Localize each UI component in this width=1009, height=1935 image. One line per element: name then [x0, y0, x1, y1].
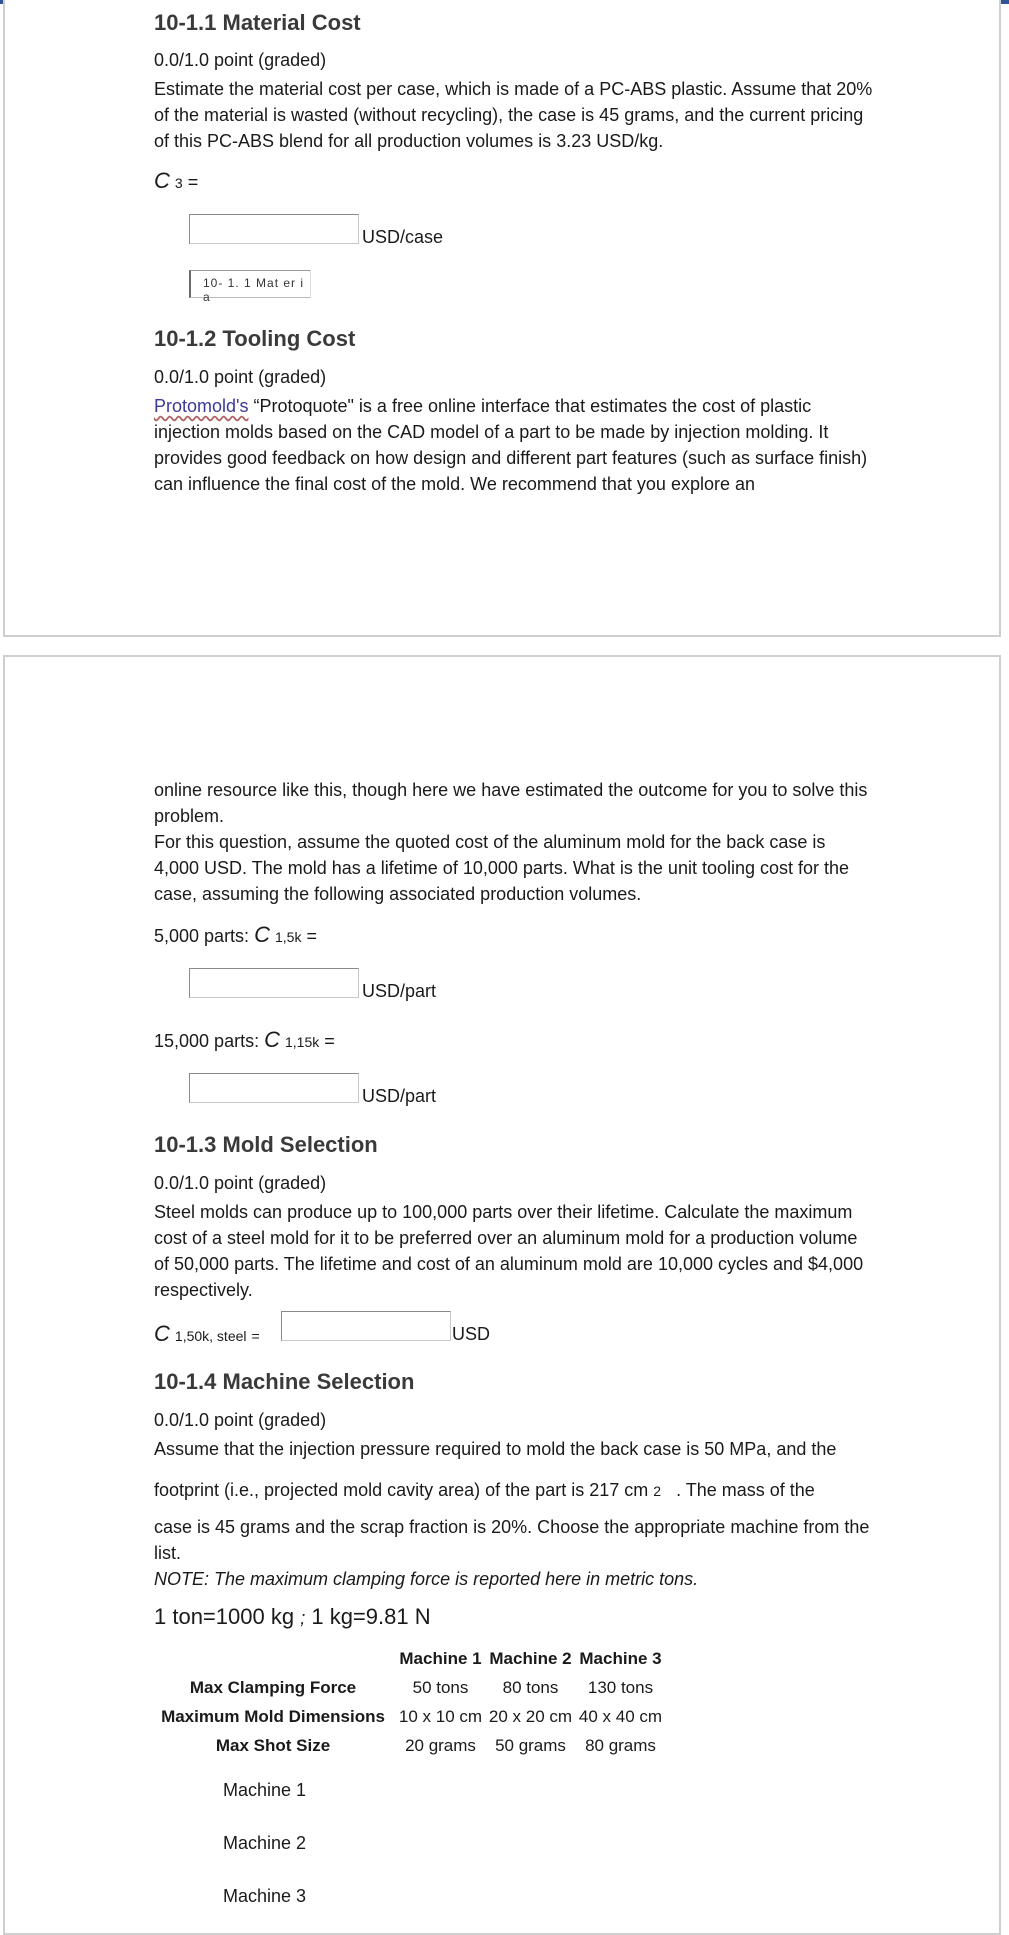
unit-label: USD: [452, 1324, 491, 1344]
answer-tag[interactable]: 10- 1. 1 Mat er i a: [189, 270, 311, 298]
question-text: Steel molds can produce up to 100,000 parts over their lifetime. Calculate the maximum cost of a steel mold for it to be preferred over an aluminum mold for a production volume of 50,000 parts. The lifetime and cost of an aluminum mold are 10,000 cycles and $4,000 respectively.: [154, 1202, 864, 1300]
protomolds-link[interactable]: Protomold's: [154, 396, 249, 416]
volume-label: 5,000 parts:: [154, 926, 250, 946]
variable-symbol: C: [264, 1027, 280, 1052]
table-cell: 130 tons: [587, 1678, 654, 1697]
variable-symbol: C: [154, 1321, 170, 1346]
table-cell: 50 grams: [495, 1736, 566, 1755]
table-header: Machine 3: [579, 1649, 662, 1668]
variable-subscript: 1,50k, steel: [174, 1328, 247, 1344]
table-row-label: Max Clamping Force: [189, 1678, 357, 1697]
formula-part: 1 kg=9.81 N: [311, 1604, 431, 1629]
material-cost-input[interactable]: [189, 214, 359, 244]
table-header: Machine 2: [489, 1649, 572, 1668]
volume-5000-label: [154, 922, 317, 948]
table-cell: 20 x 20 cm: [488, 1707, 573, 1726]
question-text: For this question, assume the quoted cost of the aluminum mold for the back case is 4,000 USD. The mold has a lifetime of 10,000 parts. What is the unit tooling cost for the case, assuming the following associated production volumes.: [154, 832, 850, 904]
tooling-cost-15k-input[interactable]: [189, 1073, 359, 1103]
grade-label: 0.0/1.0 point (graded): [154, 367, 327, 387]
question-text: [154, 393, 874, 497]
question-text-footprint: [154, 1477, 914, 1504]
equals-sign: =: [187, 172, 199, 192]
section-title-machine-selection: 10-1.4 Machine Selection: [154, 1369, 415, 1394]
volume-15000-label: [154, 1027, 335, 1053]
table-cell: 80 tons: [502, 1678, 559, 1697]
unit-label: USD/part: [362, 981, 437, 1001]
option-machine-3[interactable]: Machine 3: [223, 1886, 307, 1906]
table-cell: 80 grams: [585, 1736, 656, 1755]
formula-separator: ;: [300, 1608, 306, 1628]
question-text: Assume that the injection pressure required to mold the back case is 50 MPa, and the: [154, 1439, 837, 1459]
variable-symbol: C: [154, 168, 170, 193]
equals-sign: =: [306, 926, 317, 946]
option-machine-2[interactable]: Machine 2: [223, 1833, 307, 1853]
variable-subscript: 1,5k: [274, 929, 302, 945]
table-row-label: Maximum Mold Dimensions: [161, 1707, 385, 1726]
variable-steel-label: [154, 1321, 260, 1347]
question-text: Estimate the material cost per case, which is made of a PC-ABS plastic. Assume that 20% of the material is wasted (without recycling), the case is 45 grams, and the current pricing of this PC-ABS blend for all production volumes is 3.23 USD/kg.: [154, 79, 873, 151]
section-title-tooling-cost: 10-1.2 Tooling Cost: [154, 326, 356, 351]
volume-label: 15,000 parts:: [154, 1031, 260, 1051]
tooling-cost-5k-input[interactable]: [189, 968, 359, 998]
question-text-part: . The mass of the: [676, 1480, 815, 1500]
conversion-formula: [154, 1604, 431, 1630]
variable-symbol: C: [254, 922, 270, 947]
table-cell: 10 x 10 cm: [398, 1707, 483, 1726]
variable-c3-label: [154, 168, 198, 194]
question-text-part: “Protoquote" is a free online interface that estimates the cost of plastic injection molds based on the CAD model of a part to be made by injection molding. It provides good feedback on how design and different part features (such as surface finish) can influence the final cost of the mold. We recommend that you explore an: [154, 396, 868, 494]
variable-subscript: 1,15k: [285, 1034, 320, 1050]
table-cell: 50 tons: [412, 1678, 469, 1697]
question-text-part: footprint (i.e., projected mold cavity area) of the part is 217 cm: [154, 1480, 649, 1500]
question-text-continued: online resource like this, though here we have estimated the outcome for you to solve this problem.: [154, 780, 868, 826]
section-title-material-cost: 10-1.1 Material Cost: [154, 10, 361, 35]
table-row-label: Max Shot Size: [215, 1736, 331, 1755]
formula-part: 1 ton=1000 kg: [154, 1604, 295, 1629]
section-title-mold-selection: 10-1.3 Mold Selection: [154, 1132, 378, 1157]
variable-subscript: 3: [174, 175, 183, 191]
grade-label: 0.0/1.0 point (graded): [154, 1173, 327, 1193]
steel-mold-cost-input[interactable]: [281, 1311, 451, 1341]
unit-label: USD/part: [362, 1086, 437, 1106]
option-machine-1[interactable]: Machine 1: [223, 1780, 307, 1800]
table-cell: 20 grams: [405, 1736, 476, 1755]
note-text: NOTE: The maximum clamping force is reported here in metric tons.: [154, 1569, 699, 1589]
equals-sign: =: [324, 1031, 335, 1051]
superscript: 2: [653, 1483, 662, 1499]
equals-sign: =: [251, 1328, 260, 1344]
question-text: case is 45 grams and the scrap fraction is 20%. Choose the appropriate machine from the list.: [154, 1517, 870, 1563]
unit-label: USD/case: [362, 227, 444, 247]
grade-label: 0.0/1.0 point (graded): [154, 50, 327, 70]
table-cell: 40 x 40 cm: [578, 1707, 663, 1726]
table-header: Machine 1: [399, 1649, 482, 1668]
grade-label: 0.0/1.0 point (graded): [154, 1410, 327, 1430]
